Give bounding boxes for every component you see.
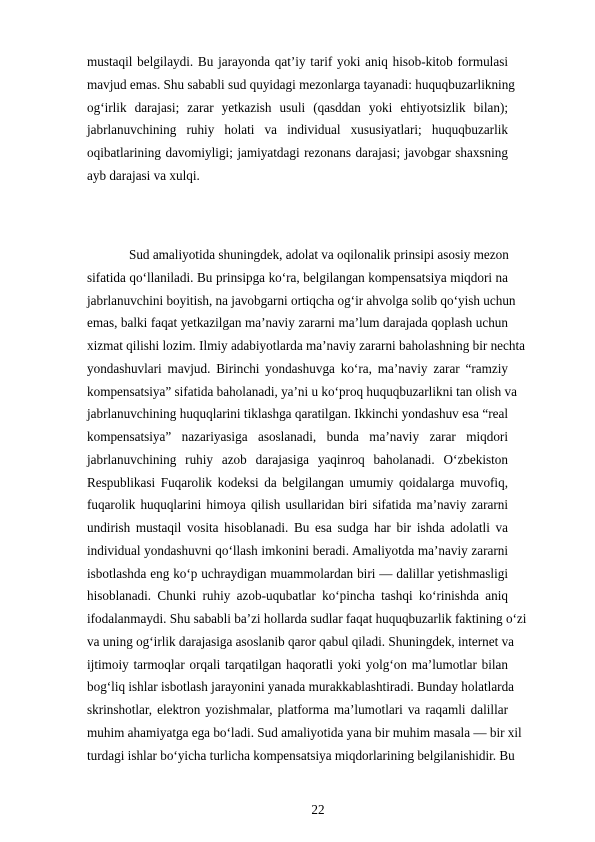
text-line: mavjud emas. Shu sababli sud quyidagi mezonlarga tayanadi: huquqbuzarlikning: [87, 76, 515, 92]
text-line: skrinshotlar, elektron yozishmalar, platforma ma’lumotlari va raqamli dalillar: [87, 702, 508, 717]
text-line: mustaqil belgilaydi. Bu jarayonda qat’iy tarif yoki aniq hisob-kitob formulasi: [87, 54, 508, 69]
paragraph-2: [87, 244, 527, 767]
text-line: individual yondashuvni qo‘llash imkonini beradi. Amaliyotda ma’naviy zararni: [87, 542, 508, 558]
text-line: ijtimoiy tarmoqlar orqali tarqatilgan haqoratli yoki yolg‘on ma’lumotlar bilan: [87, 656, 508, 672]
text-line: ifodalanmaydi. Shu sababli ba’zi hollarda sudlar faqat huquqbuzarlik faktining o‘zi: [87, 611, 527, 626]
text-line: og‘irlik darajasi; zarar yetkazish usuli (qasddan yoki ehtiyotsizlik bilan);: [87, 99, 508, 115]
text-line: jabrlanuvchining ruhiy azob darajasiga yaqinroq baholanadi. O‘zbekiston: [87, 451, 508, 467]
text-line: oqibatlarining davomiyligi; jamiyatdagi rezonans darajasi; javobgar shaxsning: [87, 145, 508, 160]
text-line: fuqarolik huquqlarini himoya qilish usullaridan biri sifatida ma’naviy zararni: [87, 497, 508, 513]
text-line: jabrlanuvchining ruhiy holati va individual xususiyatlari; huquqbuzarlik: [87, 122, 508, 138]
text-line: kompensatsiya” sifatida baholanadi, ya’ni u ko‘proq huquqbuzarlikni tan olish va: [87, 383, 517, 399]
text-line: Sud amaliyotida shuningdek, adolat va oqilonalik prinsipi asosiy mezon: [129, 247, 509, 262]
text-line: bog‘liq ishlar isbotlash jarayonini yanada murakkablashtiradi. Bunday holatlarda: [87, 679, 515, 695]
text-line: ayb darajasi va xulqi.: [87, 167, 200, 183]
text-line: isbotlashda eng ko‘p uchraydigan muammolardan biri — dalillar yetishmasligi: [87, 565, 508, 581]
text-line: jabrlanuvchining huquqlarini tiklashga qaratilgan. Ikkinchi yondashuv esa “real: [87, 406, 508, 422]
text-line: emas, balki faqat yetkazilgan ma’naviy zararni ma’lum darajada qoplash uchun: [87, 315, 508, 331]
text-line: Respublikasi Fuqarolik kodeksi da belgilangan umumiy qoidalarga muvofiq,: [87, 474, 508, 490]
text-line: muhim ahamiyatga ega bo‘ladi. Sud amaliyotida yana bir muhim masala — bir xil: [87, 724, 522, 740]
page-number: 22: [311, 802, 325, 817]
text-line: kompensatsiya” nazariyasiga asoslanadi, bunda ma’naviy zarar miqdori: [87, 429, 508, 444]
text-line: undirish mustaqil vosita hisoblanadi. Bu esa sudga har bir ishda adolatli va: [87, 520, 508, 535]
paragraph-1: [87, 51, 515, 188]
text-line: hisoblanadi. Chunki ruhiy azob-uqubatlar ko‘pincha tashqi ko‘rinishda aniq: [87, 588, 508, 604]
text-line: sifatida qo‘llaniladi. Bu prinsipga ko‘ra, belgilangan kompensatsiya miqdori na: [87, 269, 508, 285]
text-line: va uning og‘irlik darajasiga asoslanib qaror qabul qiladi. Shuningdek, internet va: [87, 633, 515, 649]
text-line: turdagi ishlar bo‘yicha turlicha kompensatsiya miqdorlarining belgilanishidir. Bu: [87, 747, 515, 763]
text-line: jabrlanuvchini boyitish, na javobgarni ortiqcha og‘ir ahvolga solib qo‘yish uchun: [87, 292, 516, 308]
text-line: xizmat qilishi lozim. Ilmiy adabiyotlarda ma’naviy zararni baholashning bir nechta: [87, 338, 525, 353]
text-line: yondashuvlari mavjud. Birinchi yondashuvga ko‘ra, ma’naviy zarar “ramziy: [87, 360, 508, 376]
